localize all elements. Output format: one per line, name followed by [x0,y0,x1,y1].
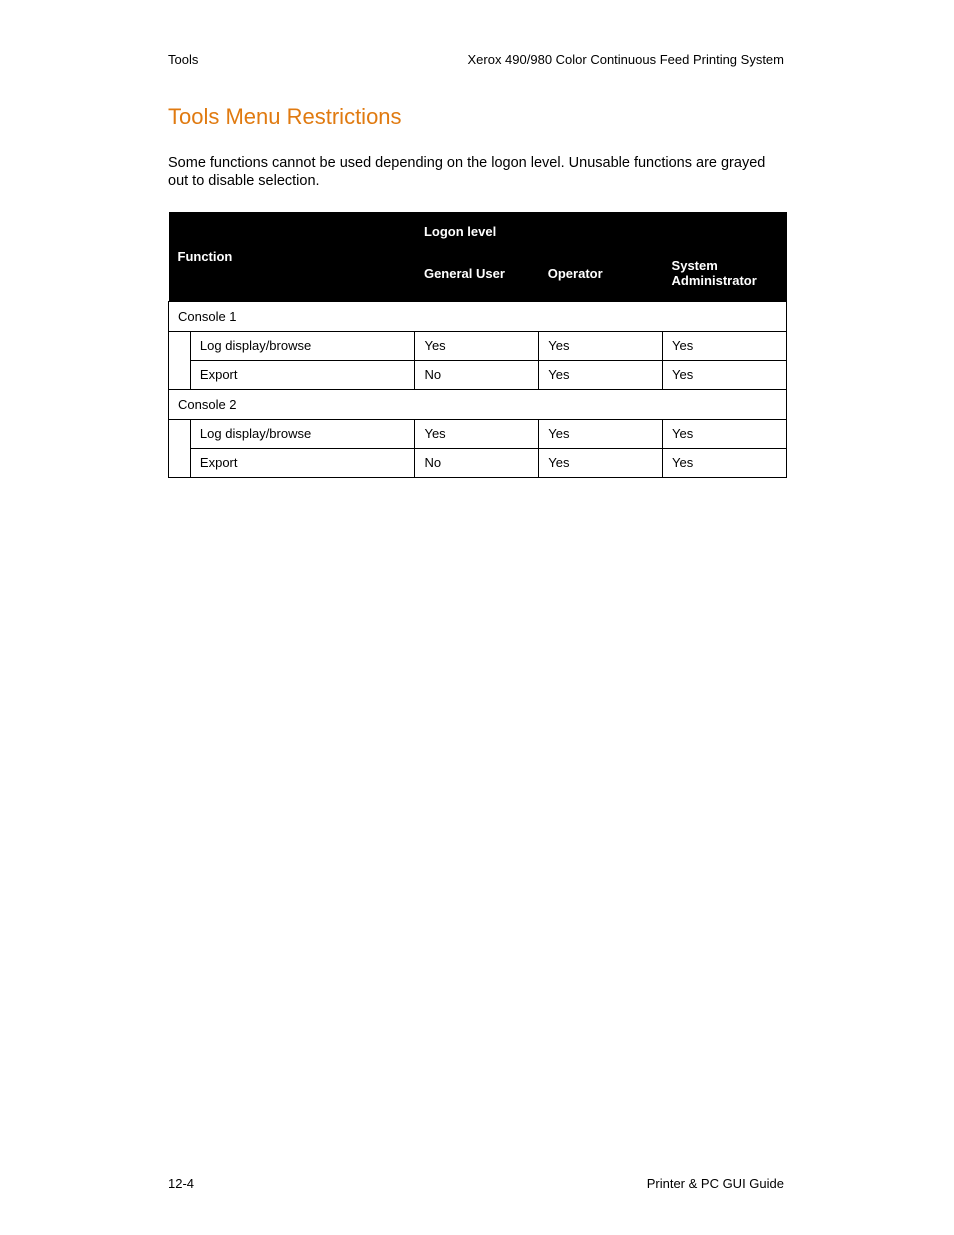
page-number: 12-4 [168,1176,195,1191]
function-header: Function [169,212,415,301]
restrictions-table [168,212,787,478]
function-cell: Export [190,448,415,477]
value-cell: No [415,360,539,389]
group-row: Console 2 [169,389,787,419]
group-row: Console 1 [169,301,787,331]
level-header-system-administrator: System Administrator [663,246,787,301]
header-section: Tools [168,52,199,67]
table-row [169,360,787,389]
function-cell: Log display/browse [190,419,415,448]
table-row [169,419,787,448]
table-row [169,331,787,360]
level-header-general-user: General User [415,246,539,301]
value-cell: No [415,448,539,477]
value-cell: Yes [415,331,539,360]
function-cell: Export [190,360,415,389]
value-cell: Yes [539,331,663,360]
value-cell: Yes [539,419,663,448]
logon-level-header: Logon level [415,212,787,246]
table-row [169,448,787,477]
value-cell: Yes [539,448,663,477]
value-cell: Yes [663,448,787,477]
header-product: Xerox 490/980 Color Continuous Feed Printing System [467,52,784,67]
guide-title: Printer & PC GUI Guide [646,1176,784,1191]
level-header-operator: Operator [539,246,663,301]
value-cell: Yes [663,419,787,448]
function-cell: Log display/browse [190,331,415,360]
intro-paragraph: Some functions cannot be used depending on the logon level. Unusable functions are grayed out to disable selection. [168,155,766,189]
value-cell: Yes [539,360,663,389]
value-cell: Yes [663,360,787,389]
value-cell: Yes [415,419,539,448]
page-title: Tools Menu Restrictions [168,104,402,129]
value-cell: Yes [663,331,787,360]
